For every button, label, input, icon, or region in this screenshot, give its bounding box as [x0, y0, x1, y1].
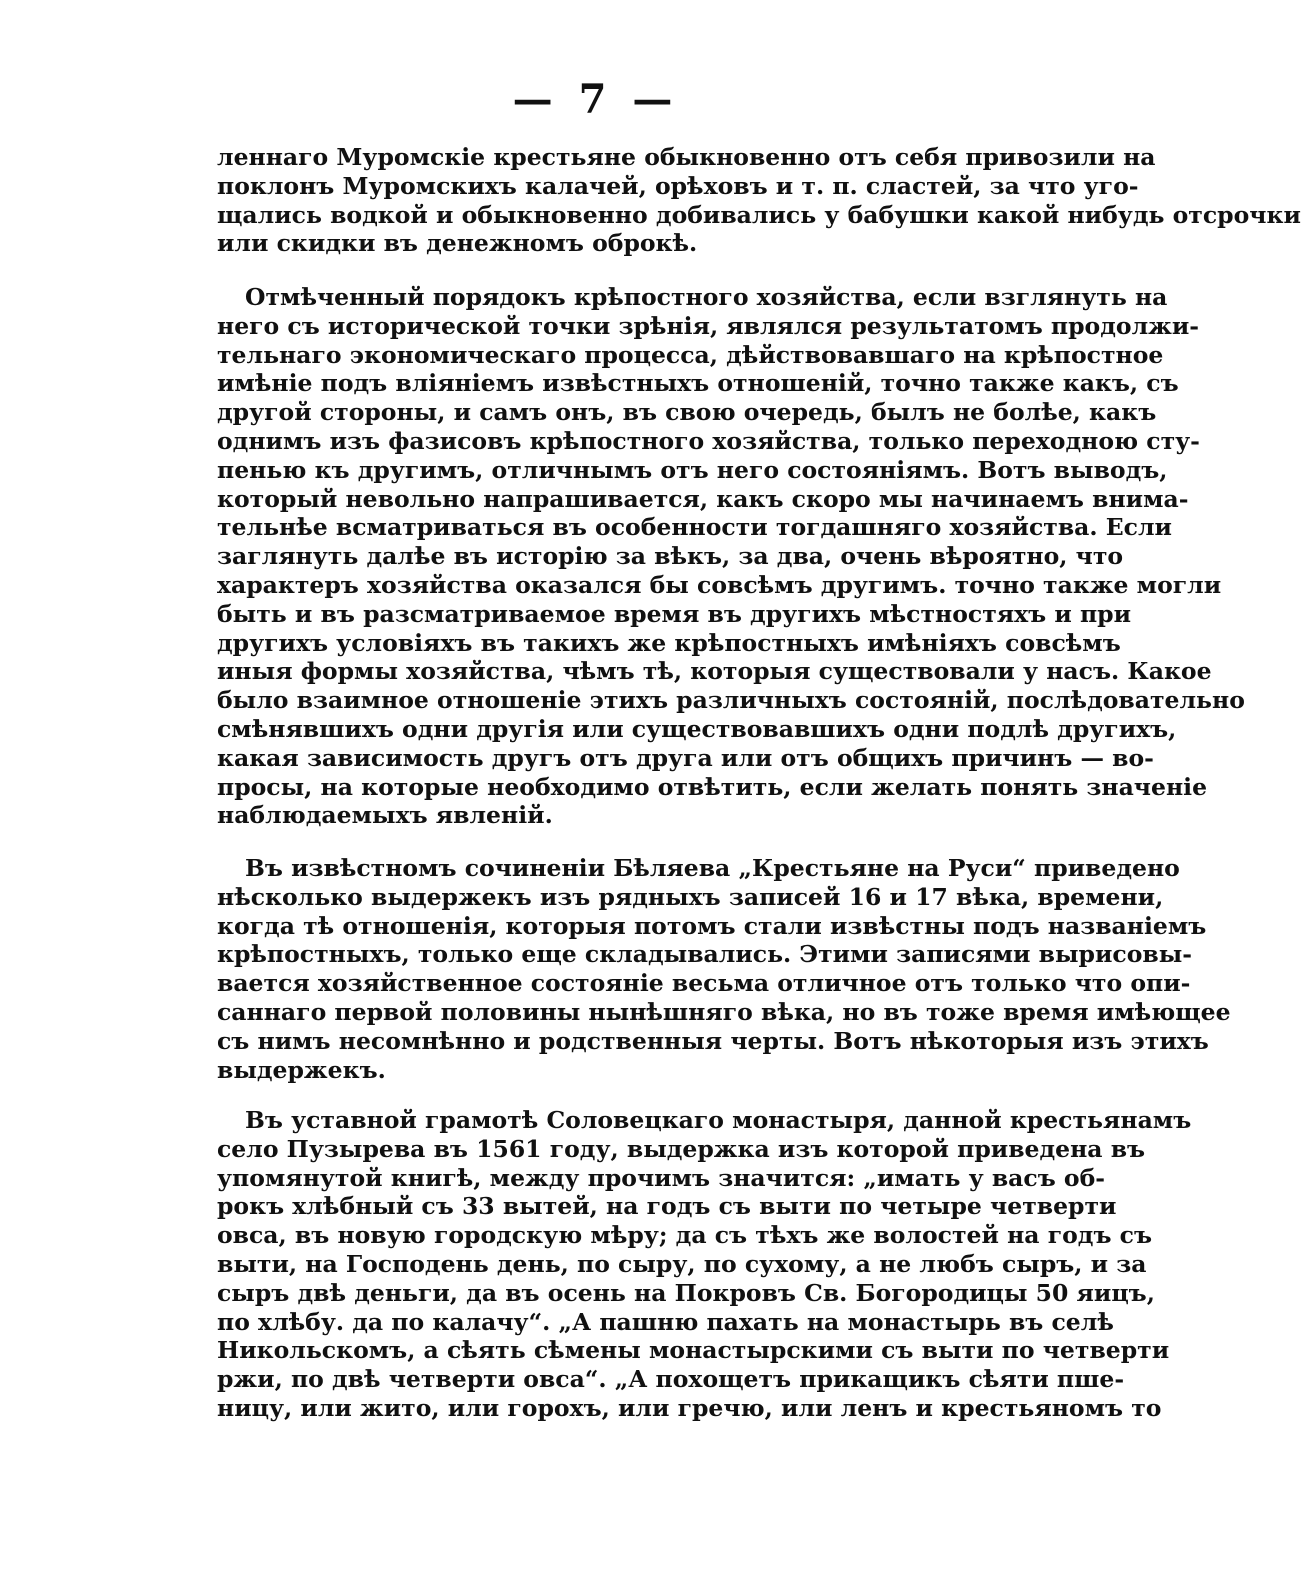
text-line: просы, на которые необходимо отвѣтить, если желать понять значеніе — [217, 772, 1208, 801]
text-line: Въ извѣстномъ сочиненіи Бѣляева „Крестьяне на Руси“ приведено — [245, 854, 1180, 882]
text-line: тельнѣе всматриваться въ особенности тогдашняго хозяйства. Если — [217, 513, 1172, 542]
text-line: пенью къ другимъ, отличнымъ отъ него состояніямъ. Вотъ выводъ, — [217, 455, 1168, 484]
text-line: ржи, по двѣ четверти овса“. „А похощетъ прикащикъ сѣяти пше- — [217, 1365, 1125, 1394]
text-line: выдержекъ. — [217, 1055, 386, 1084]
text-line: овса, въ новую городскую мѣру; да съ тѣхъ же волостей на годъ съ — [217, 1221, 1152, 1250]
text-line: по хлѣбу. да по калачу“. „А пашню пахать на монастырь въ селѣ — [217, 1307, 1114, 1336]
text-line: крѣпостныхъ, только еще складывались. Этими записями вырисовы- — [217, 940, 1193, 969]
paragraph-2 — [217, 283, 1245, 830]
text-line: было взаимное отношеніе этихъ различныхъ состояній, послѣдовательно — [217, 686, 1245, 715]
text-line: быть и въ разсматриваемое время въ другихъ мѣстностяхъ и при — [217, 599, 1132, 628]
text-line: имѣніе подъ вліяніемъ извѣстныхъ отношеній, точно также какъ, съ — [217, 369, 1179, 398]
text-line: поклонъ Муромскихъ калачей, орѣховъ и т. п. сластей, за что уго- — [217, 171, 1139, 200]
text-line: щались водкой и обыкновенно добивались у бабушки какой нибудь отсрочки — [217, 200, 1301, 229]
text-line: саннаго первой половины нынѣшняго вѣка, но въ тоже время имѣющее — [217, 997, 1231, 1026]
text-line: леннаго Муромскіе крестьяне обыкновенно отъ себя привозили на — [217, 143, 1156, 171]
page-number: — 7 — — [512, 76, 679, 123]
text-line: съ нимъ несомнѣнно и родственныя черты. Вотъ нѣкоторыя изъ этихъ — [217, 1026, 1209, 1055]
text-line: рокъ хлѣбный съ 33 вытей, на годъ съ выти по четыре четверти — [217, 1192, 1117, 1221]
text-line: Отмѣченный порядокъ крѣпостного хозяйства, если взглянуть на — [245, 283, 1168, 311]
text-line: какая зависимость другъ отъ друга или отъ общихъ причинъ — во- — [217, 743, 1154, 772]
text-line: него съ исторической точки зрѣнія, являлся результатомъ продолжи- — [217, 311, 1200, 340]
text-line: упомянутой книгѣ, между прочимъ значится: „имать у васъ об- — [217, 1163, 1106, 1192]
text-line: характеръ хозяйства оказался бы совсѣмъ другимъ. точно также могли — [217, 570, 1222, 599]
paragraph-4 — [217, 1106, 1192, 1423]
text-line: другой стороны, и самъ онъ, въ свою очередь, былъ не болѣе, какъ — [217, 398, 1157, 427]
text-line: Въ уставной грамотѣ Соловецкаго монастыря, данной крестьянамъ — [245, 1106, 1192, 1134]
text-line: или скидки въ денежномъ оброкѣ. — [217, 229, 698, 258]
text-line: смѣнявшихъ одни другія или существовавшихъ одни подлѣ другихъ, — [217, 714, 1177, 743]
text-line: другихъ условіяхъ въ такихъ же крѣпостныхъ имѣніяхъ совсѣмъ — [217, 628, 1121, 657]
text-line: заглянуть далѣе въ исторію за вѣкъ, за два, очень вѣроятно, что — [217, 542, 1124, 571]
text-line: ницу, или жито, или горохъ, или гречю, или ленъ и крестьяномъ то — [217, 1393, 1162, 1422]
text-line: однимъ изъ фазисовъ крѣпостного хозяйства, только переходною сту- — [217, 426, 1200, 455]
text-line: когда тѣ отношенія, которыя потомъ стали извѣстны подъ названіемъ — [217, 911, 1207, 940]
text-line: вается хозяйственное состояніе весьма отличное отъ только что опи- — [217, 969, 1191, 998]
text-line: Никольскомъ, а сѣять сѣмены монастырскими съ выти по четверти — [217, 1336, 1170, 1365]
paragraph-3 — [217, 854, 1231, 1084]
text-line: тельнаго экономическаго процесса, дѣйствовавшаго на крѣпостное — [217, 340, 1164, 369]
paragraph-1 — [217, 143, 1301, 258]
text-line: наблюдаемыхъ явленій. — [217, 801, 553, 830]
text-line: выти, на Господень день, по сыру, по сухому, а не любъ сыръ, и за — [217, 1249, 1147, 1278]
text-line: который невольно напрашивается, какъ скоро мы начинаемъ внима- — [217, 484, 1189, 513]
text-line: иныя формы хозяйства, чѣмъ тѣ, которыя существовали у насъ. Какое — [217, 657, 1212, 686]
text-line: нѣсколько выдержекъ изъ рядныхъ записей 16 и 17 вѣка, времени, — [217, 882, 1164, 911]
text-line: село Пузырева въ 1561 году, выдержка изъ которой приведена въ — [217, 1134, 1146, 1163]
text-line: сыръ двѣ деньги, да въ осень на Покровъ Св. Богородицы 50 яицъ, — [217, 1278, 1155, 1307]
